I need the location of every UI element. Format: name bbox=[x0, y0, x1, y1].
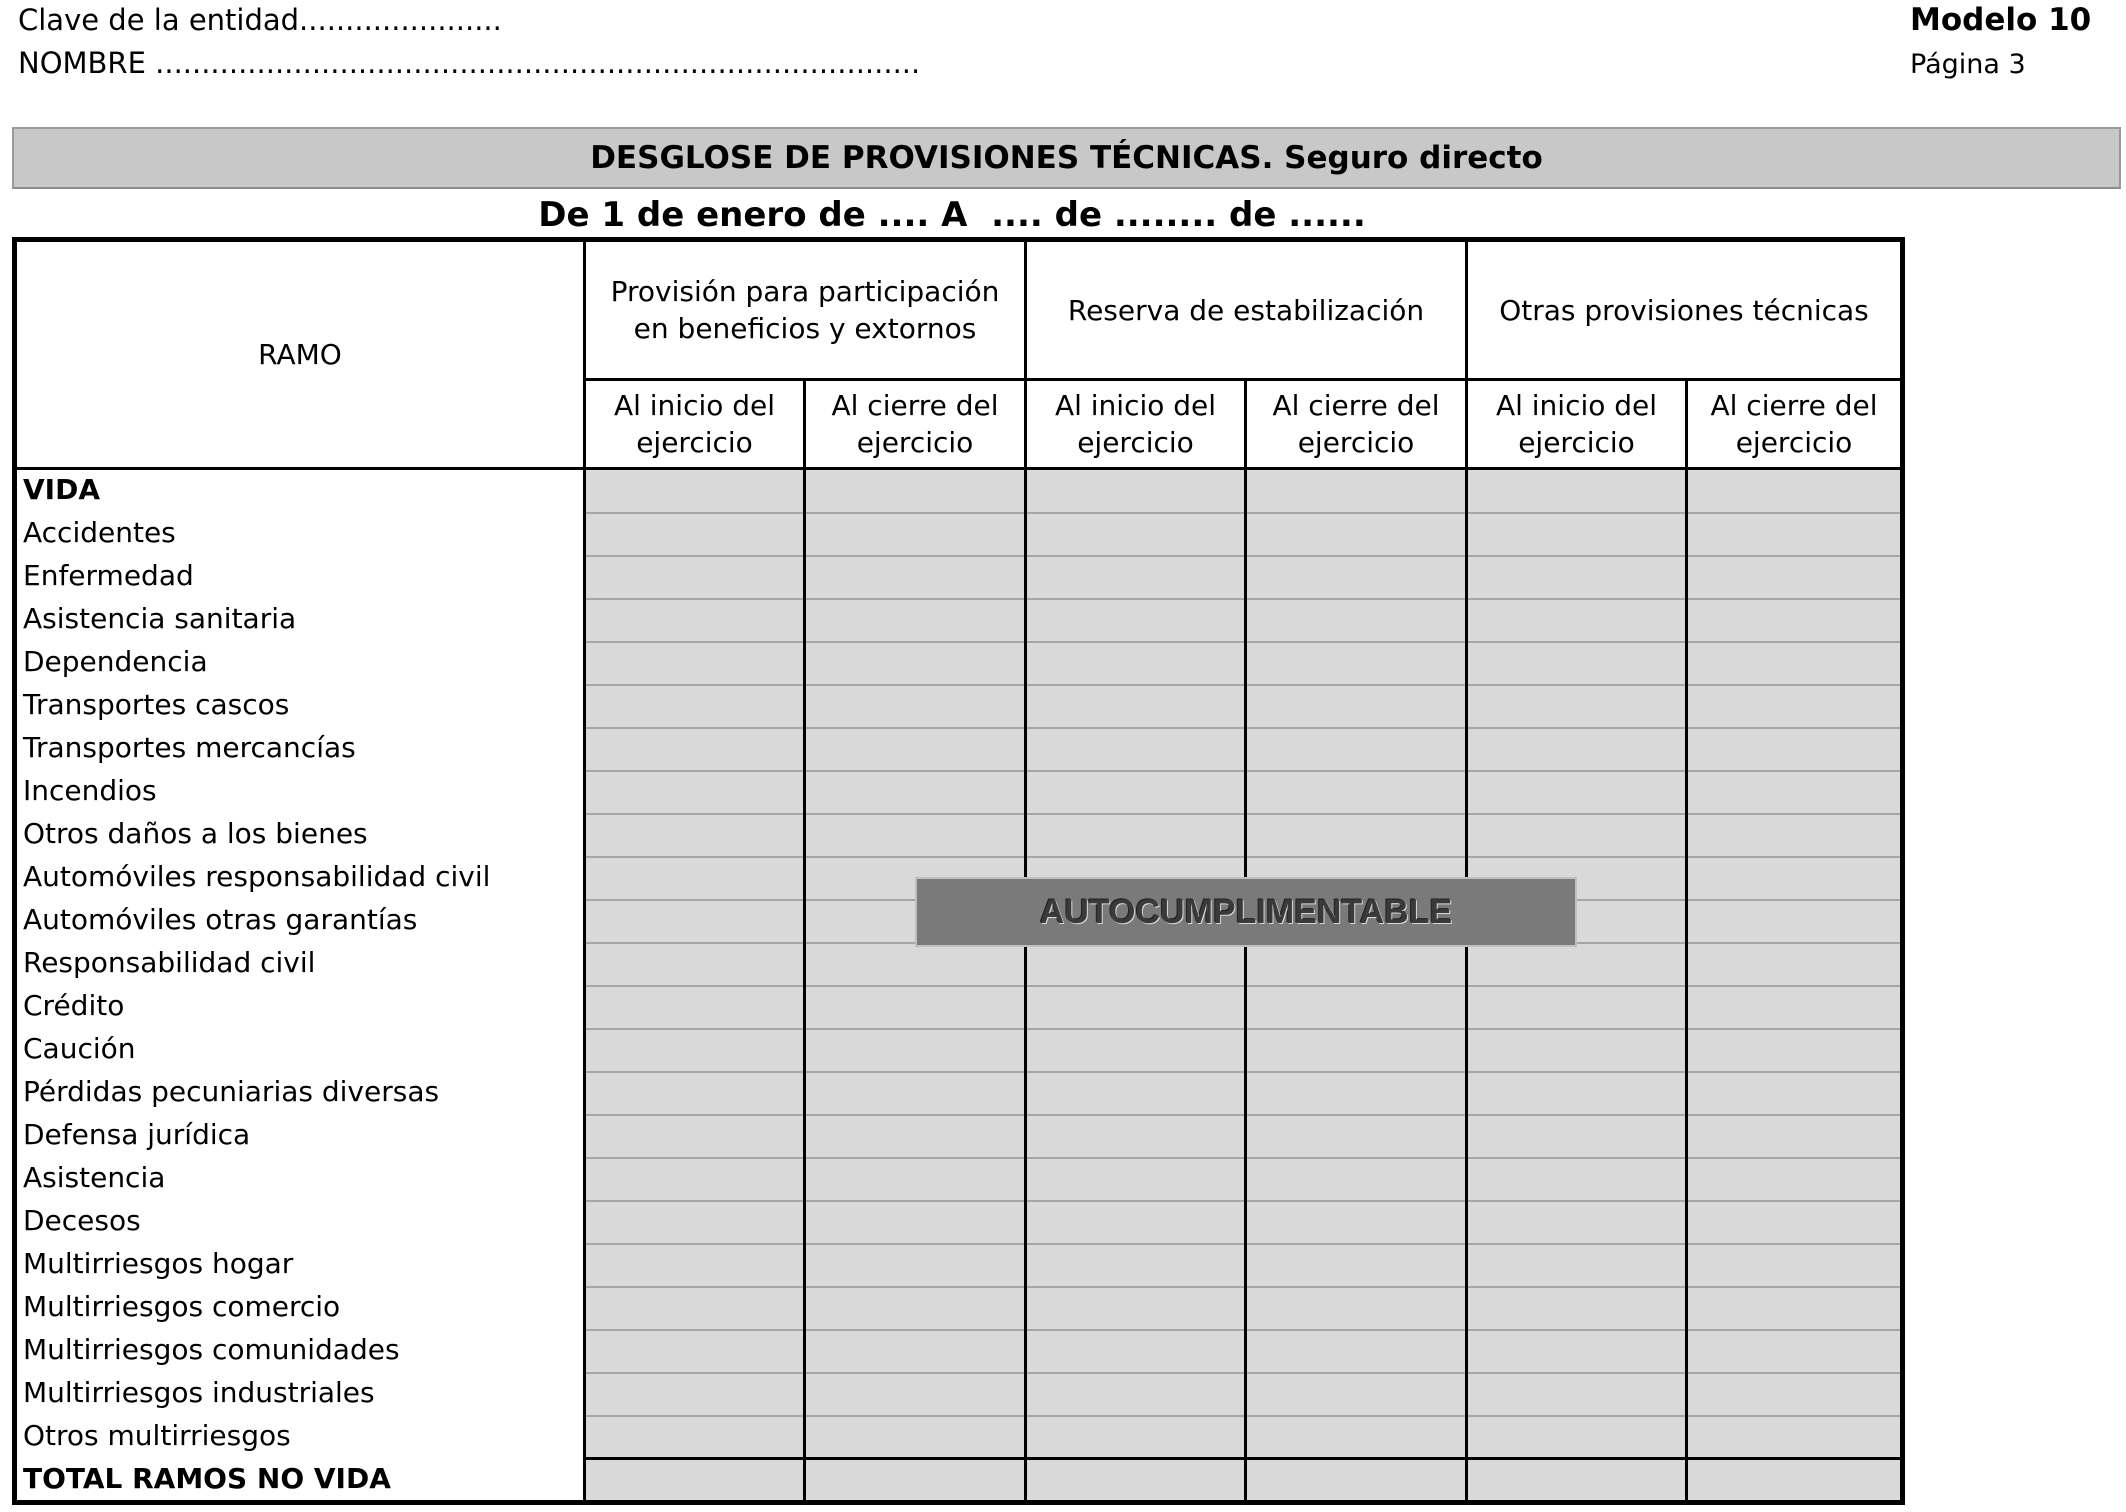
row-label: Otros multirriesgos bbox=[23, 1419, 291, 1452]
row-grid-line bbox=[586, 512, 1900, 514]
row-grid-line bbox=[586, 1028, 1900, 1030]
group-header-line bbox=[583, 378, 1900, 381]
row-label: Responsabilidad civil bbox=[23, 946, 316, 979]
row-label: Otros daños a los bienes bbox=[23, 817, 368, 850]
row-label: VIDA bbox=[23, 473, 100, 506]
period-line: De 1 de enero de .... A .... de ........ de ...... bbox=[538, 195, 1366, 235]
row-grid-line bbox=[586, 555, 1900, 557]
page-number: Página 3 bbox=[1910, 49, 2026, 80]
row-label: Caución bbox=[23, 1032, 136, 1065]
provisions-table bbox=[12, 237, 1905, 1505]
subheader-inicio: Al inicio del ejercicio bbox=[613, 389, 776, 459]
group-header-otras: Otras provisiones técnicas bbox=[1499, 293, 1869, 327]
group-divider bbox=[1465, 242, 1468, 1500]
row-label: Multirriesgos comunidades bbox=[23, 1333, 400, 1366]
row-grid-line bbox=[586, 1243, 1900, 1245]
subheader-cierre: Al cierre del ejercicio bbox=[1710, 389, 1878, 459]
row-grid-line bbox=[586, 813, 1900, 815]
row-grid-line bbox=[586, 985, 1900, 987]
subheader-inicio: Al inicio del ejercicio bbox=[1495, 389, 1658, 459]
row-grid-line bbox=[586, 684, 1900, 686]
row-grid-line bbox=[586, 1415, 1900, 1417]
row-label: Accidentes bbox=[23, 516, 176, 549]
row-label: Transportes mercancías bbox=[23, 731, 356, 764]
row-grid-line bbox=[586, 770, 1900, 772]
auto-fill-banner: AUTOCUMPLIMENTABLE bbox=[915, 877, 1577, 947]
entity-code-label: Clave de la entidad...................... bbox=[18, 3, 502, 37]
subheader-inicio: Al inicio del ejercicio bbox=[1054, 389, 1217, 459]
row-label: Transportes cascos bbox=[23, 688, 290, 721]
column-divider bbox=[803, 378, 806, 1500]
row-label: Enfermedad bbox=[23, 559, 194, 592]
total-row-line bbox=[583, 1457, 1900, 1460]
section-title: DESGLOSE DE PROVISIONES TÉCNICAS. Seguro directo bbox=[12, 127, 2121, 189]
model-number: Modelo 10 bbox=[1910, 2, 2092, 38]
row-grid-line bbox=[586, 1372, 1900, 1374]
group-header-participacion: Provisión para participación en beneficios y extornos bbox=[610, 275, 1000, 345]
row-grid-line bbox=[586, 1329, 1900, 1331]
entity-name-label: NOMBRE ................................................................................... bbox=[18, 46, 921, 80]
row-grid-line bbox=[586, 727, 1900, 729]
row-label: Asistencia bbox=[23, 1161, 166, 1194]
row-label: Incendios bbox=[23, 774, 157, 807]
row-grid-line bbox=[586, 1200, 1900, 1202]
row-grid-line bbox=[586, 1157, 1900, 1159]
row-label: Asistencia sanitaria bbox=[23, 602, 297, 635]
row-label: Dependencia bbox=[23, 645, 208, 678]
row-grid-line bbox=[586, 1071, 1900, 1073]
row-label: TOTAL RAMOS NO VIDA bbox=[23, 1462, 391, 1495]
column-divider bbox=[1685, 378, 1688, 1500]
subheader-cierre: Al cierre del ejercicio bbox=[831, 389, 999, 459]
row-label: Automóviles responsabilidad civil bbox=[23, 860, 491, 893]
row-label: Multirriesgos industriales bbox=[23, 1376, 375, 1409]
group-divider bbox=[1024, 242, 1027, 1500]
row-label: Multirriesgos hogar bbox=[23, 1247, 294, 1280]
row-grid-line bbox=[586, 1114, 1900, 1116]
header-bottom-line bbox=[17, 467, 1900, 470]
group-header-estabilizacion: Reserva de estabilización bbox=[1067, 293, 1425, 327]
row-grid-line bbox=[586, 1286, 1900, 1288]
row-label: Crédito bbox=[23, 989, 125, 1022]
row-label: Defensa jurídica bbox=[23, 1118, 251, 1151]
row-label: Multirriesgos comercio bbox=[23, 1290, 341, 1323]
subheader-cierre: Al cierre del ejercicio bbox=[1272, 389, 1440, 459]
ramo-divider bbox=[583, 242, 586, 1500]
row-label: Automóviles otras garantías bbox=[23, 903, 418, 936]
row-label: Decesos bbox=[23, 1204, 141, 1237]
ramo-header: RAMO bbox=[258, 338, 342, 371]
row-label: Pérdidas pecuniarias diversas bbox=[23, 1075, 440, 1108]
row-grid-line bbox=[586, 856, 1900, 858]
row-grid-line bbox=[586, 641, 1900, 643]
row-grid-line bbox=[586, 598, 1900, 600]
